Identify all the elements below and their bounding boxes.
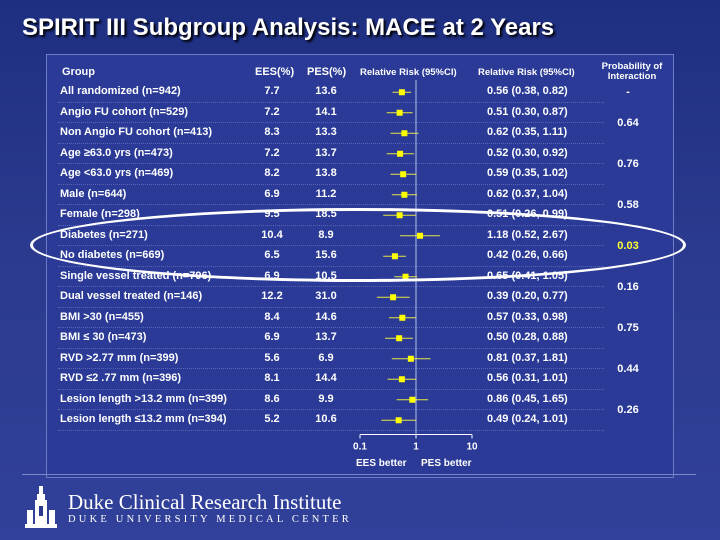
subgroup-label: Angio FU cohort (n=529) — [60, 105, 189, 118]
diabetes-highlight-ellipse — [30, 208, 686, 282]
relative-risk-value: 0.42 (0.26, 0.66) — [487, 249, 568, 261]
subgroup-label: Male (n=644) — [60, 187, 127, 200]
pes-rate: 15.6 — [315, 249, 337, 261]
institution-subtitle: DUKE UNIVERSITY MEDICAL CENTER — [68, 514, 352, 525]
point-estimate — [390, 294, 396, 300]
ees-rate: 8.3 — [264, 126, 280, 138]
header-group: Group — [62, 66, 95, 78]
ees-rate: 9.5 — [264, 208, 280, 220]
header-pes: PES(%) — [307, 66, 347, 78]
subgroup-label: Lesion length >13.2 mm (n=399) — [60, 392, 227, 405]
relative-risk-value: 0.51 (0.26, 0.99) — [487, 208, 568, 220]
pes-rate: 31.0 — [315, 290, 337, 302]
interaction-p-value: - — [626, 86, 630, 98]
subgroup-label: All randomized (n=942) — [60, 85, 181, 97]
x-axis-label-ees-better: EES better — [356, 458, 407, 469]
pes-rate: 9.9 — [318, 392, 334, 405]
duke-chapel-logo-icon — [24, 486, 58, 530]
ees-rate: 7.7 — [264, 85, 280, 97]
subgroup-label: Female (n=298) — [60, 208, 140, 220]
header-rr-text: Relative Risk (95%CI) — [478, 67, 575, 78]
point-estimate — [399, 315, 405, 321]
subgroup-label: Non Angio FU cohort (n=413) — [60, 126, 213, 138]
point-estimate — [399, 376, 405, 382]
subgroup-label: Dual vessel treated (n=146) — [60, 290, 203, 302]
pes-rate: 8.9 — [318, 228, 334, 241]
pes-rate: 13.3 — [315, 126, 337, 138]
interaction-p-value: 0.16 — [617, 280, 639, 293]
subgroup-label: Lesion length ≤13.2 mm (n=394) — [60, 413, 227, 425]
relative-risk-value: 0.56 (0.38, 0.82) — [487, 85, 568, 97]
pes-rate: 14.6 — [315, 310, 337, 323]
point-estimate — [400, 171, 406, 177]
relative-risk-value: 0.62 (0.37, 1.04) — [487, 187, 568, 200]
relative-risk-value: 0.59 (0.35, 1.02) — [487, 167, 568, 179]
ees-rate: 8.4 — [264, 310, 280, 323]
subgroup-label: RVD ≤2 .77 mm (n=396) — [60, 372, 182, 384]
pes-rate: 14.1 — [315, 105, 337, 118]
pes-rate: 10.6 — [315, 413, 337, 425]
relative-risk-value: 0.52 (0.30, 0.92) — [487, 146, 568, 159]
subgroup-label: Age ≥63.0 yrs (n=473) — [60, 146, 173, 159]
subgroup-label: BMI >30 (n=455) — [60, 310, 144, 323]
ees-rate: 6.9 — [264, 331, 280, 343]
header-rr-plot: Relative Risk (95%CI) — [360, 67, 457, 78]
relative-risk-value: 0.49 (0.24, 1.01) — [487, 413, 568, 425]
relative-risk-value: 1.18 (0.52, 2.67) — [487, 228, 568, 241]
ees-rate: 5.6 — [264, 351, 280, 364]
x-axis-tick-label: 1 — [413, 441, 419, 453]
relative-risk-value: 0.57 (0.33, 0.98) — [487, 310, 568, 323]
ees-rate: 8.6 — [264, 392, 280, 405]
relative-risk-value: 0.65 (0.41, 1.05) — [487, 269, 568, 282]
interaction-p-value: 0.03 — [617, 239, 639, 252]
x-axis-label-pes-better: PES better — [421, 458, 472, 469]
ees-rate: 7.2 — [264, 146, 280, 159]
point-estimate — [401, 192, 407, 198]
interaction-p-value: 0.58 — [617, 198, 639, 211]
interaction-p-value: 0.44 — [617, 362, 639, 375]
ees-rate: 5.2 — [264, 413, 280, 425]
subgroup-label: Diabetes (n=271) — [60, 228, 148, 241]
pes-rate: 11.2 — [315, 187, 337, 200]
relative-risk-value: 0.39 (0.20, 0.77) — [487, 290, 568, 302]
ees-rate: 6.9 — [264, 187, 280, 200]
ees-rate: 10.4 — [261, 228, 283, 241]
footer-divider — [22, 474, 696, 475]
pes-rate: 13.7 — [315, 146, 337, 159]
point-estimate — [408, 356, 414, 362]
slide-title: SPIRIT III Subgroup Analysis: MACE at 2 Years — [22, 14, 555, 41]
relative-risk-value: 0.56 (0.31, 1.01) — [487, 372, 568, 384]
point-estimate — [396, 335, 402, 341]
interaction-p-value: 0.64 — [617, 116, 639, 129]
subgroup-label: BMI ≤ 30 (n=473) — [60, 331, 147, 343]
interaction-p-value: 0.76 — [617, 157, 639, 170]
point-estimate — [399, 89, 405, 95]
relative-risk-value: 0.81 (0.37, 1.81) — [487, 351, 568, 364]
point-estimate — [396, 417, 402, 423]
relative-risk-value: 0.62 (0.35, 1.11) — [487, 126, 568, 138]
pes-rate: 13.8 — [315, 167, 337, 179]
interaction-p-value: 0.26 — [617, 403, 639, 416]
relative-risk-value: 0.86 (0.45, 1.65) — [487, 392, 568, 405]
pes-rate: 18.5 — [315, 208, 337, 220]
pes-rate: 6.9 — [318, 351, 334, 364]
point-estimate — [397, 151, 403, 157]
subgroup-label: Age <63.0 yrs (n=469) — [60, 167, 174, 179]
point-estimate — [409, 397, 415, 403]
point-estimate — [397, 110, 403, 116]
subgroup-label: Single vessel treated (n=796) — [60, 269, 212, 282]
ees-rate: 6.5 — [264, 249, 280, 261]
pes-rate: 13.6 — [315, 85, 337, 97]
pes-rate: 13.7 — [315, 331, 337, 343]
interaction-p-value: 0.75 — [617, 321, 639, 334]
ees-rate: 7.2 — [264, 105, 280, 118]
relative-risk-value: 0.50 (0.28, 0.88) — [487, 331, 568, 343]
header-ees: EES(%) — [255, 66, 295, 78]
x-axis-tick-label: 0.1 — [353, 441, 367, 453]
ees-rate: 12.2 — [261, 290, 283, 302]
pes-rate: 14.4 — [315, 372, 337, 384]
point-estimate — [401, 130, 407, 136]
institution-name: Duke Clinical Research Institute — [68, 490, 342, 514]
subgroup-label: RVD >2.77 mm (n=399) — [60, 351, 179, 364]
pes-rate: 10.5 — [315, 269, 337, 282]
ees-rate: 6.9 — [264, 269, 280, 282]
x-axis-tick-label: 10 — [466, 441, 478, 453]
subgroup-label: No diabetes (n=669) — [60, 249, 165, 261]
relative-risk-value: 0.51 (0.30, 0.87) — [487, 105, 568, 118]
ees-rate: 8.1 — [264, 372, 280, 384]
header-interaction: Probability of Interaction — [601, 61, 663, 82]
ees-rate: 8.2 — [264, 167, 280, 179]
